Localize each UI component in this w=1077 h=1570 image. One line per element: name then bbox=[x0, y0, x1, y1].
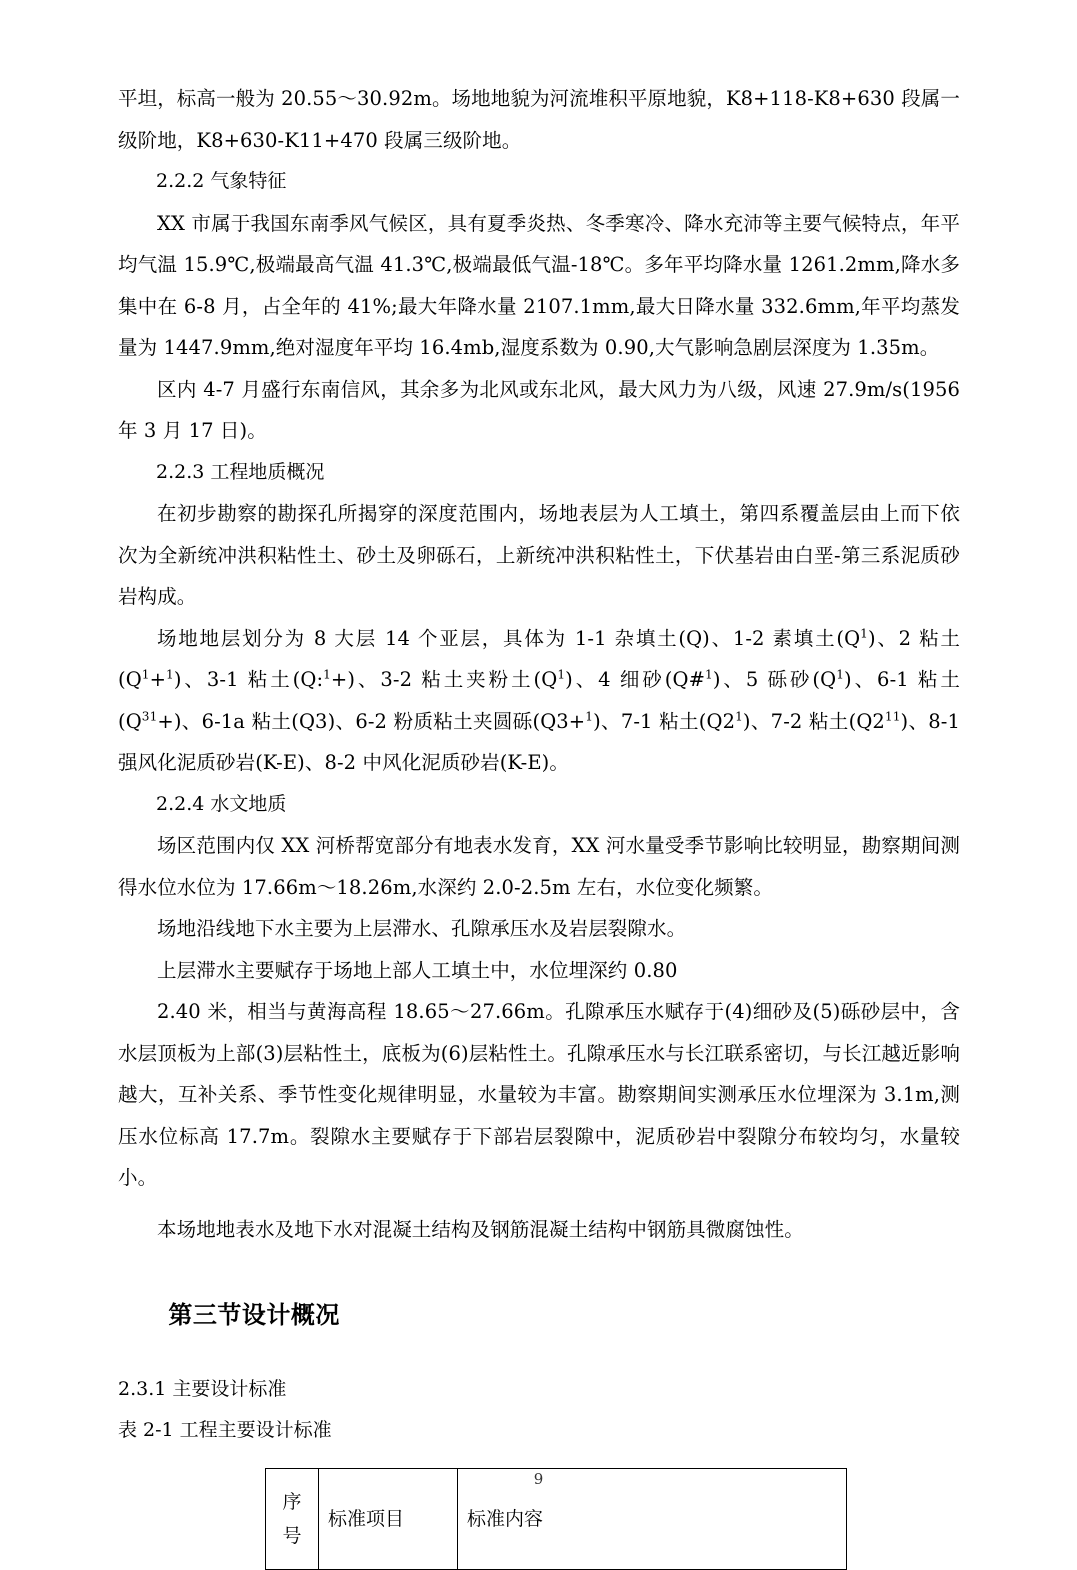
paragraph-hydrology-perched-water: 上层滞水主要赋存于场地上部人工填土中，水位埋深约 0.80 bbox=[157, 958, 678, 982]
paragraph-corrosion: 本场地地表水及地下水对混凝土结构及钢筋混凝土结构中钢筋具微腐蚀性。 bbox=[157, 1217, 804, 1241]
heading-2-2-2: 2.2.2 气象特征 bbox=[156, 170, 287, 192]
table-header-serial-char-2: 号 bbox=[282, 1524, 302, 1547]
paragraph-hydrology-confined-water: 2.40 米，相当与黄海高程 18.65～27.66m。孔隙承压水赋存于(4)细砂及(5)砾砂层中，含水层顶板为上部(3)层粘性土，底板为(6)层粘性土。孔隙承压水与长江联系密切，与长江越近影响越大，互补关系、季节性变化规律明显，水量较为丰富。勘察期间实测承压水位埋深为 3.1m,测压水位标高 17.7m。裂隙水主要赋存于下部岩层裂隙中，泥质砂岩中裂隙分布较均匀，水量较小。 bbox=[118, 1000, 960, 1189]
paragraph-hydrology-groundwater-types: 场地沿线地下水主要为上层滞水、孔隙承压水及岩层裂隙水。 bbox=[157, 917, 687, 940]
heading-2-2-3: 2.2.3 工程地质概况 bbox=[156, 460, 325, 483]
paragraph-geology-layers: 场地地层划分为 8 大层 14 个亚层，具体为 1-1 杂填土(Q)、1-2 素填土$(Q^1)$、2 粘土$(Q^1+^1)$、3-1 粘土(Q:$^1$+)、3-2 粘土夹粉土$(Q^1)$、4 细砂(Q#$^1$)、5 砾砂$(Q^1)$、6-1 粘土$(Q^{31}+)$、6-1a 粘土(Q3)、6-2 粉质粘土夹圆砾(Q3+$^1$)、7-1 粘土$(Q2^1)$、7-2 粘土$(Q2^{11})$、8-1 强风化泥质砂岩(K-E)、8-2 中风化泥质砂岩(K-E)。 bbox=[118, 626, 960, 774]
page-number: 9 bbox=[533, 1470, 544, 1488]
paragraph-geology-overview: 在初步勘察的勘探孔所揭穿的深度范围内，场地表层为人工填土，第四系覆盖层由上而下依次为全新统冲洪积粘性土、砂土及卵砾石，上新统冲洪积粘性土，下伏基岩由白垩-第三系泥质砂岩构成。 bbox=[118, 502, 960, 608]
paragraph-terrain: 平坦，标高一般为 20.55～30.92m。场地地貌为河流堆积平原地貌，K8+118-K8+630 段属一级阶地，K8+630-K11+470 段属三级阶地。 bbox=[118, 87, 960, 152]
paragraph-wind: 区内 4-7 月盛行东南信风，其余多为北风或东北风，最大风力为八级，风速 27.9m/s(1956 年 3 月 17 日)。 bbox=[118, 377, 960, 442]
table-header-standard-item: 标准项目 bbox=[319, 1468, 458, 1569]
section-spacer-above bbox=[118, 1250, 960, 1294]
table-header-serial-char-1: 序 bbox=[282, 1490, 302, 1513]
block-spacer bbox=[118, 1199, 960, 1209]
table-caption: 表 2-1 工程主要设计标准 bbox=[118, 1419, 332, 1441]
section-title-design-overview: 第三节设计概况 bbox=[168, 1300, 340, 1329]
paragraph-climate: XX 市属于我国东南季风气候区，具有夏季炎热、冬季寒冷、降水充沛等主要气候特点，年平均气温 15.9℃,极端最高气温 41.3℃,极端最低气温-18℃。多年平均降水量 1261.2mm,降水多集中在 6-8 月，占全年的 41%;最大年降水量 2107.1mm,最大日降水量 332.6mm,年平均蒸发量为 1447.9mm,绝对湿度年平均 16.4mb,湿度系数为 0.90,大气影响急剧层深度为 1.35m。 bbox=[118, 211, 960, 359]
section-spacer-below bbox=[118, 1336, 960, 1369]
table-header-standard-content: 标准内容 bbox=[458, 1468, 847, 1569]
heading-2-2-4: 2.2.4 水文地质 bbox=[156, 792, 287, 815]
paragraph-hydrology-surface-water: 场区范围内仅 XX 河桥帮宽部分有地表水发育，XX 河水量受季节影响比较明显，勘察期间测得水位水位为 17.66m～18.26m,水深约 2.0-2.5m 左右，水位变化频繁。 bbox=[118, 834, 960, 899]
heading-2-3-1: 2.3.1 主要设计标准 bbox=[118, 1377, 287, 1400]
page-content bbox=[118, 78, 960, 1570]
